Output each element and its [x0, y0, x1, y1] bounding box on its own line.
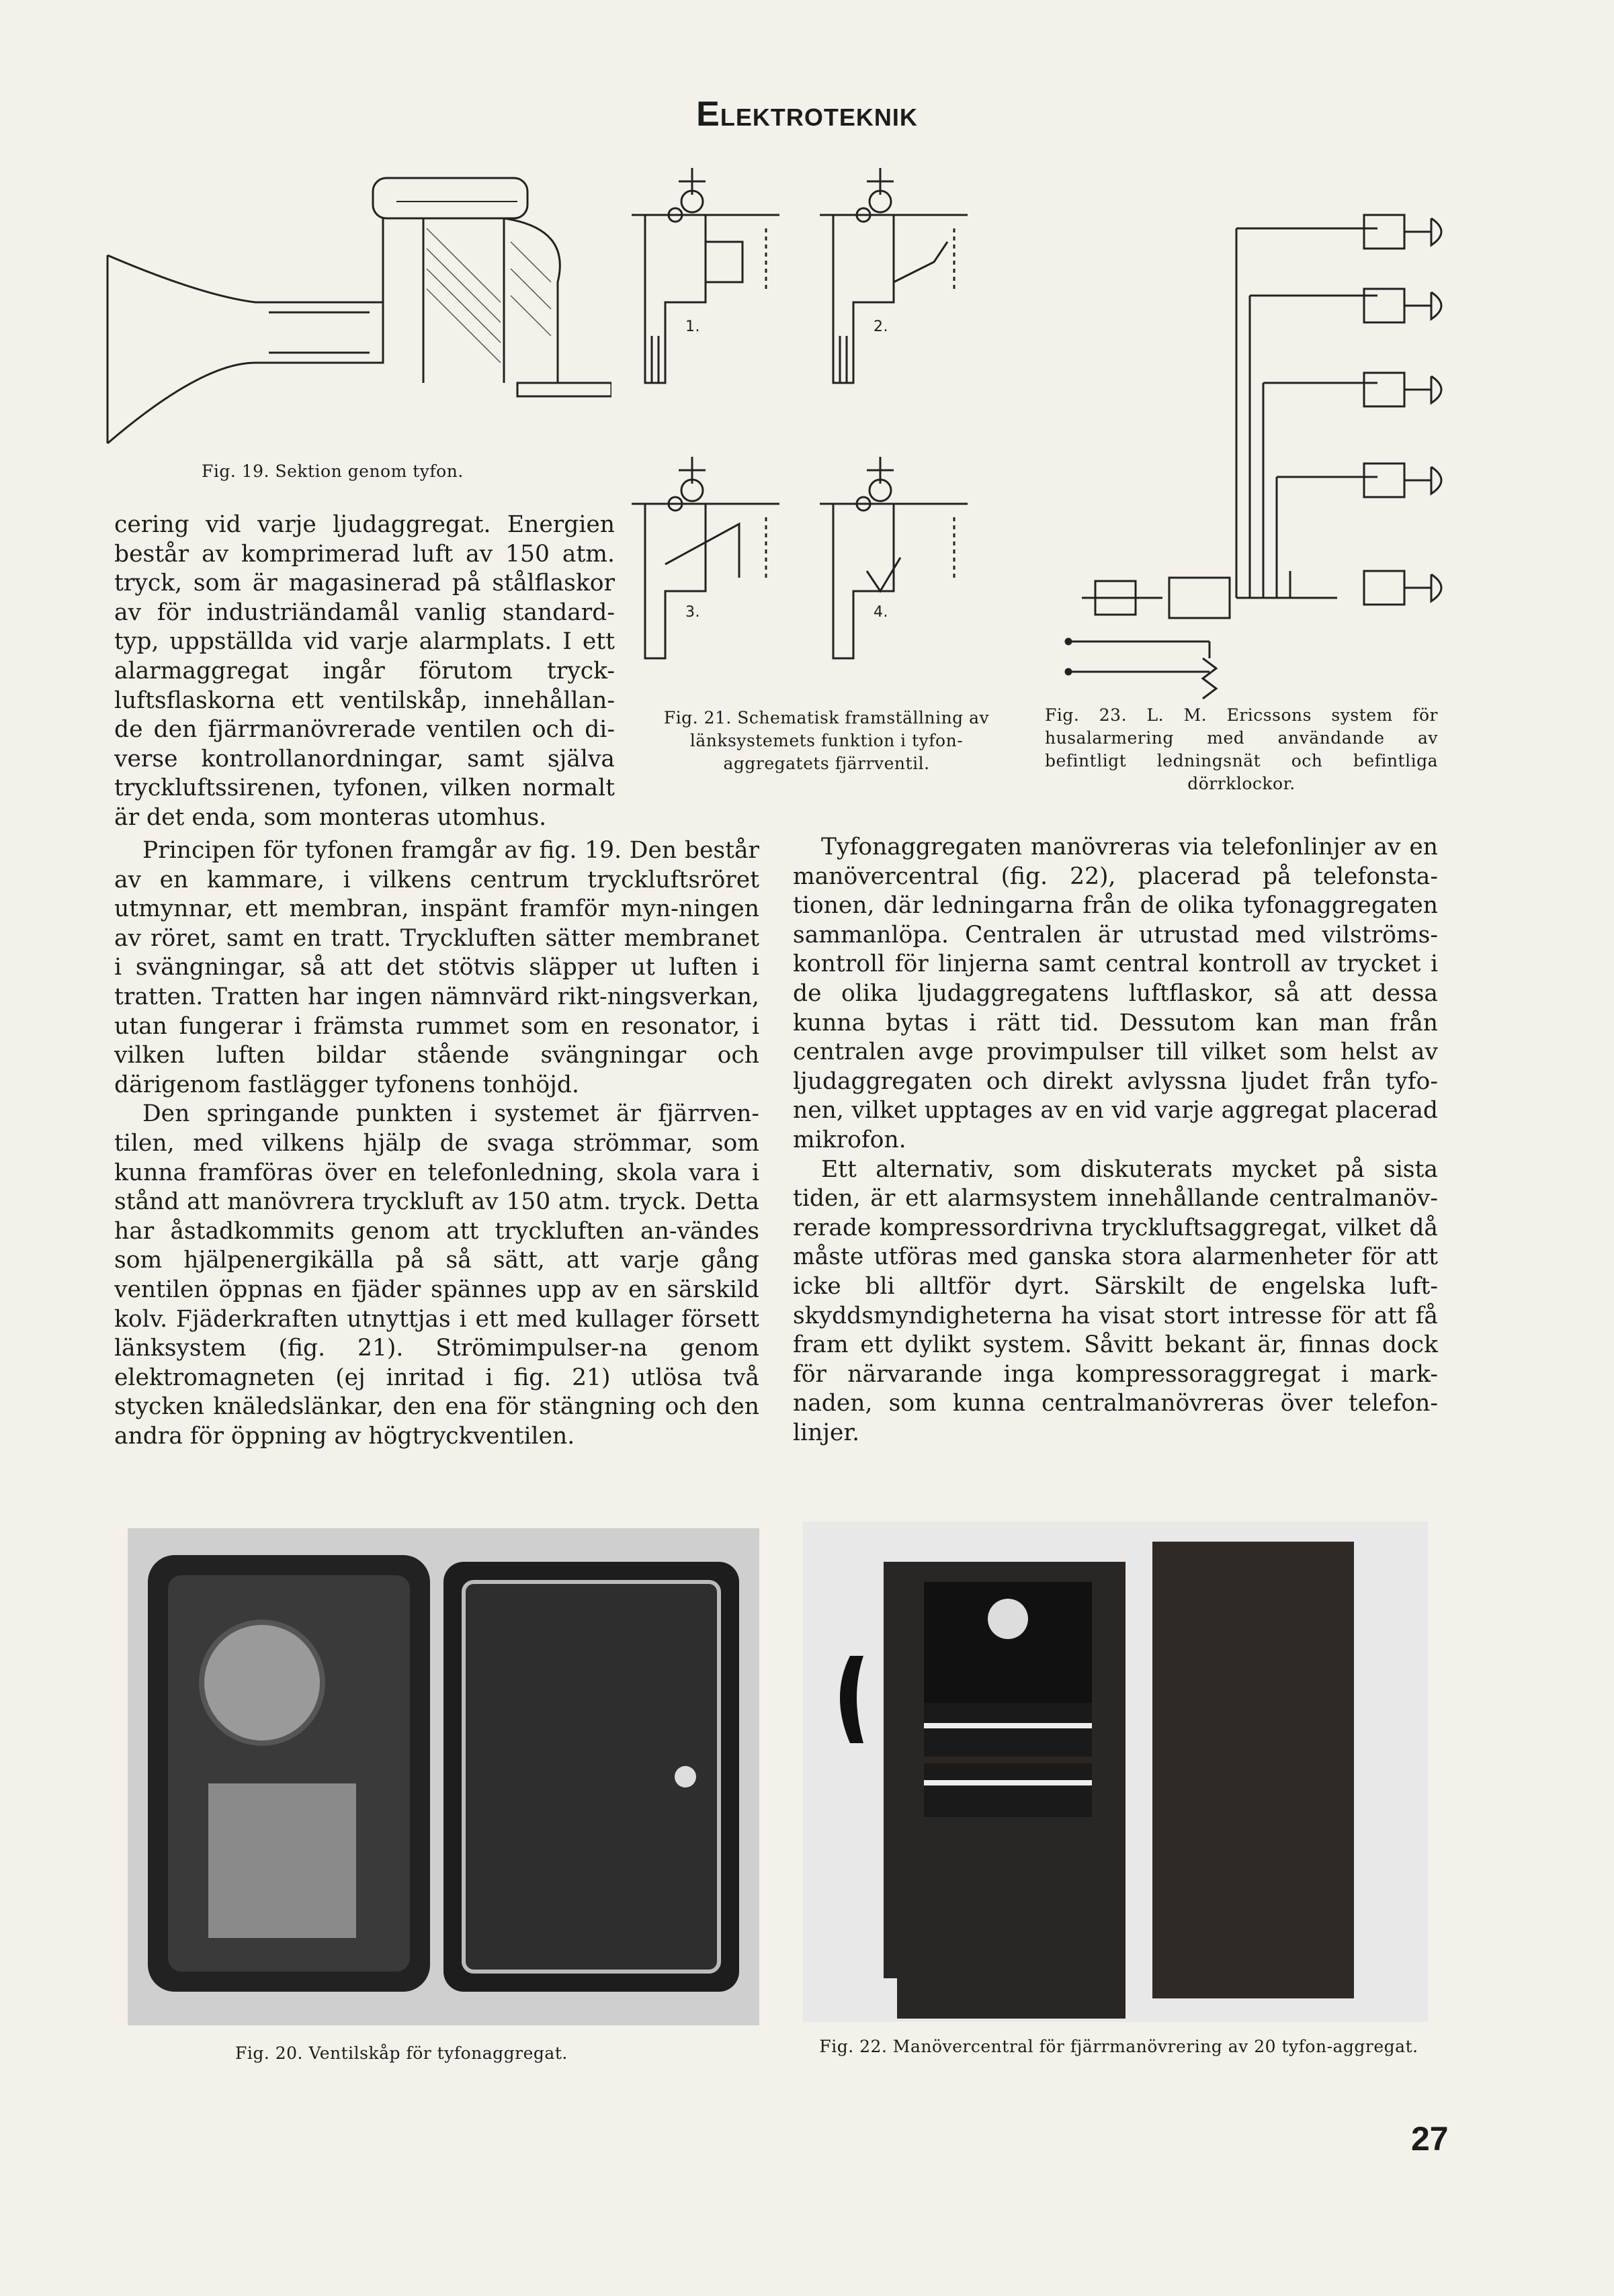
paragraph: Tyfonaggregaten manövreras via telefonlinjer av en manövercentral (fig. 22), placerad på telefonsta-tionen, där ledningarna från de olika tyfonaggregaten sammanlöpa. Centralen är utrustad med vilströms-kontroll för linjerna samt central kontroll av trycket i de olika ljudaggregatens luftflaskor, så att dessa kunna bytas i rätt tid. Dessutom kan man från centralen avge provimpulser till vilket som helst av ljudaggregaten och direkt avlyssna ljudet från tyfo-nen, vilket upptages av en vid varje aggregat placerad mikrofon. [793, 834, 1438, 1153]
fig23-alarm-circuit-diagram [1055, 195, 1472, 712]
left-column-top-paragraph [114, 511, 615, 833]
page-number: 27 [1411, 2120, 1449, 2158]
fig19-caption: Fig. 19. Sektion genom tyfon. [202, 461, 464, 481]
fig21-label-2: 2. [874, 318, 888, 335]
fig20-photo-valve-cabinet [128, 1528, 759, 2025]
fig21-label-3: 3. [685, 604, 700, 621]
left-column-main [114, 836, 759, 1451]
paragraph: Ett alternativ, som diskuterats mycket på sista tiden, är ett alarmsystem innehållande centralmanöv-rerade kompressordrivna tryckluftsaggregat, vilket då måste utföras med ganska stora alarmenheter för att icke bli alltför dyrt. Särskilt de engelska luft-skyddsmyndigheterna ha visat stort intresse för att få fram ett dylikt system. Såvitt bekant är, finnas dock för närvarande inga kompressoraggregat i mark-naden, som kunna centralmanövreras över telefon-linjer. [793, 1155, 1438, 1446]
fig21-link-system-diagrams [625, 168, 1001, 705]
paragraph: Den springande punkten i systemet är fjärrven-tilen, med vilkens hjälp de svaga strömmar, som kunna framföras över en telefonledning, skola vara i stånd att manövrera tryckluft av 150 atm. tryck. Detta har åstadkommits genom att tryckluften an-vändes som hjälpenergikälla på så sätt, att varje gång ventilen öppnas en fjäder spännes upp av en särskild kolv. Fjäderkraften utnyttjas i ett med kullager försett länksystem (fig. 21). Strömimpulser-na genom elektromagneten (ej inritad i fig. 21) utlösa två stycken knäledslänkar, den ena för stängning och den andra för öppning av högtryckventilen. [114, 1100, 759, 1450]
fig21-label-4: 4. [874, 604, 888, 621]
running-header: Elektroteknik [696, 95, 918, 134]
fig22-photo-control-central [803, 1521, 1428, 2022]
right-column-main [793, 833, 1438, 1448]
fig19-typhoon-section-drawing [101, 161, 611, 457]
fig23-caption: Fig. 23. L. M. Ericssons system för husalarmering med användande av befintligt ledningsnät och befintliga dörrklockor. [1045, 705, 1438, 793]
fig21-caption: Fig. 21. Schematisk framställning av länksystemets funktion i tyfon-aggregatets fjärrventil. [663, 708, 990, 773]
paragraph: Principen för tyfonen framgår av fig. 19. Den består av en kammare, i vilkens centrum tryckluftsröret utmynnar, ett membran, inspänt framför myn-ningen av röret, samt en tratt. Tryckluften sätter membranet i svängningar, så att det stötvis släpper ut luften i tratten. Tratten har ingen nämnvärd rikt-ningsverkan, utan fungerar i främsta rummet som en resonator, i vilken luften bildar stående svängningar och därigenom fastlägger tyfonens tonhöjd. [114, 837, 759, 1098]
fig22-caption: Fig. 22. Manövercentral för fjärrmanövrering av 20 tyfon-aggregat. [819, 2037, 1418, 2056]
paragraph: cering vid varje ljudaggregat. Energien består av komprimerad luft av 150 atm. tryck, som är magasinerad på stålflaskor av för industriändamål vanlig standard-typ, uppställda vid varje alarmplats. I ett alarmaggregat ingår förutom tryck-luftsflaskorna ett ventilskåp, innehållan-de den fjärrmanövrerade ventilen och di-verse kontrollanordningar, samt själva tryckluftssirenen, tyfonen, vilken normalt är det enda, som monteras utomhus. [114, 511, 615, 831]
fig20-caption: Fig. 20. Ventilskåp för tyfonaggregat. [235, 2043, 568, 2063]
fig21-label-1: 1. [685, 318, 700, 335]
